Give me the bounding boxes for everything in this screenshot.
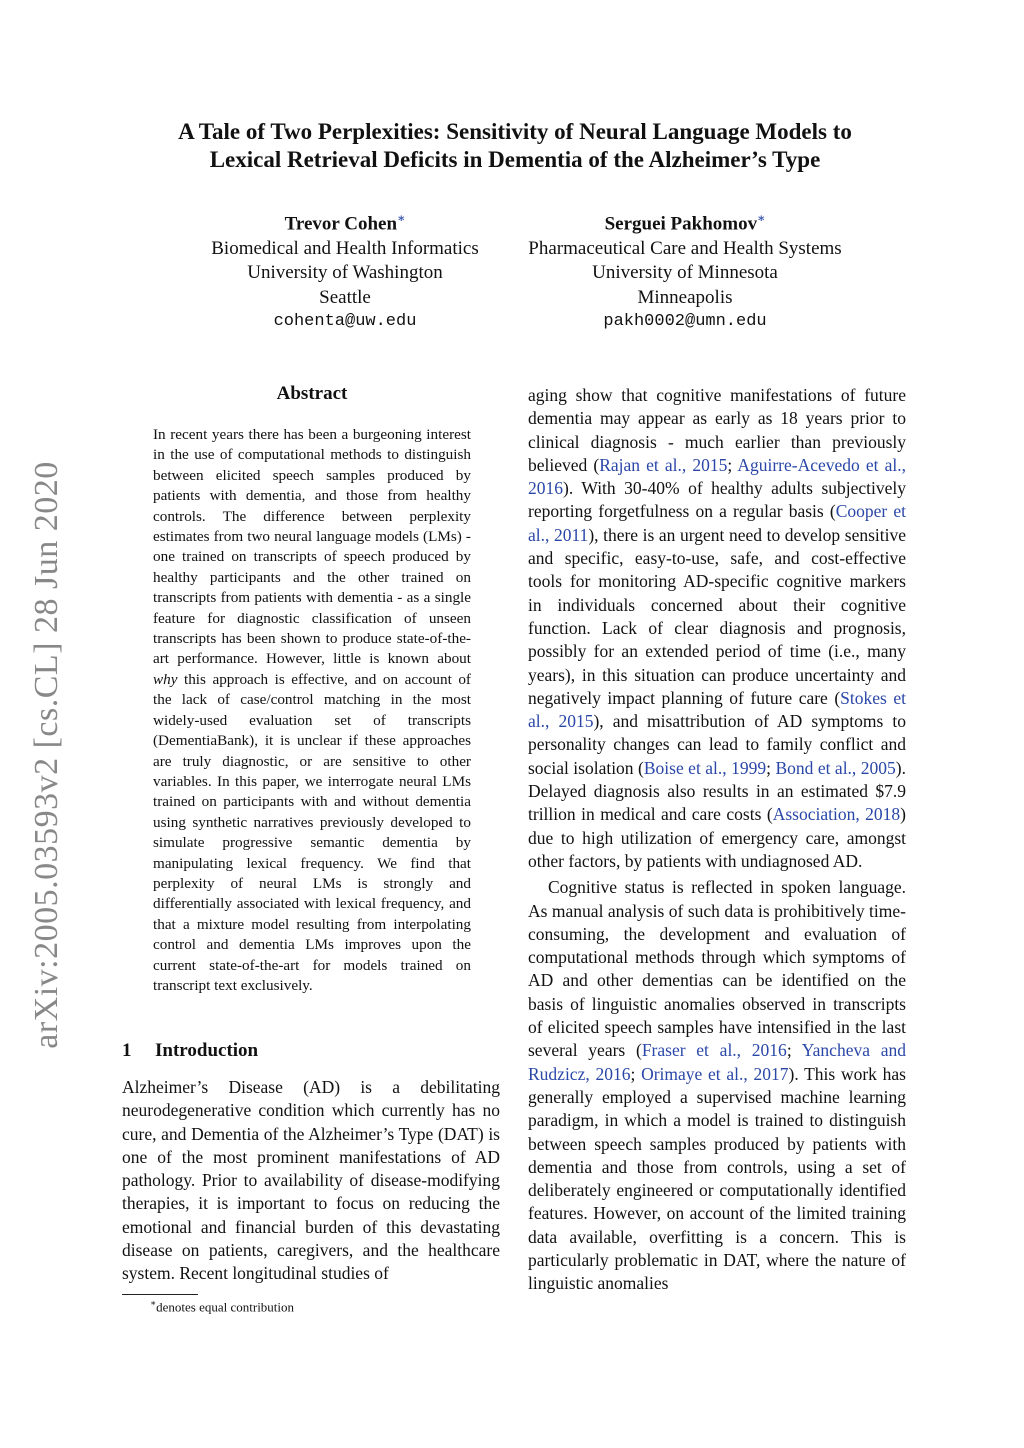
citation-link[interactable]: Association, 2018 [772,804,901,825]
citation-link[interactable]: Orimaye et al., 2017 [641,1063,789,1084]
equal-contribution-mark[interactable]: ∗ [397,211,406,225]
citation-link[interactable]: Stokes et al., 2015 [528,687,906,732]
author-city: Minneapolis [637,286,733,308]
citation-link[interactable]: Fraser et al., 2016 [641,1040,787,1061]
citation-link[interactable]: Cooper et al., 2011 [528,501,906,545]
title-line-1: A Tale of Two Perplexities: Sensitivity of Neural Language Models to [178,119,852,144]
introduction-text: Alzheimer’s Disease (AD) is a debilitating neurodegenerative condition which currently has no cure, and Dementia of the Alzheimer’s Type (DAT) is one of the most prominent manifestations of AD pathology. Prior to availability of disease-modifying therapies, it is important to focus on reducing the emotional and financial burden of this devastating disease on patients, caregivers, and the healthcare system. Recent longitudinal studies of [122,1077,500,1284]
author-city: Seattle [319,286,371,308]
emphasis: why [153,670,178,688]
section-heading: 1 Introduction [122,1040,259,1061]
author-department: Biomedical and Health Informatics [211,237,479,259]
citation-link[interactable]: Boise et al., 1999 [643,757,767,778]
abstract-text: In recent years there has been a burgeoning interest in the use of computational methods to distinguish between elicited speech samples produced by patients with dementia, and those from healthy controls. The difference between perplexity estimates from two neural language models (LMs) - one trained on transcripts of speech produced by healthy participants and the other trained on transcripts from patients with dementia - as a single feature for diagnostic classification of unseen transcripts has been shown to produce state-of-the-art performance. However, little is known about why this approach is effective, and on account of the lack of case/control matching in the most widely-used evaluation set of transcripts (DementiaBank), it is unclear if these approaches are truly diagnostic, or are sensitive to other variables. In this paper, we interrogate neural LMs trained on participants with and without dementia using synthetic narratives previously developed to simulate progressive semantic dementia by manipulating lexical frequency. We find that perplexity of neural LMs is strongly and differentially associated with lexical frequency, and that a mixture model resulting from interpolating control and dementia LMs improves upon the current state-of-the-art for models trained on transcript text exclusively. [153,426,471,994]
abstract-heading: Abstract [276,383,348,404]
paragraph: Cognitive status is reflected in spoken language. As manual analysis of such data is prohibitively time-consuming, the development and evaluation of computational methods through which symptoms of AD and other dementias can be identified on the basis of linguistic anomalies observed in transcripts of elicited speech samples have intensified in the last several years (Fraser et al., 2016; Yancheva and Rudzicz, 2016; Orimaye et al., 2017). This work has generally employed a supervised machine learning paradigm, in which a model is trained to distinguish between speech samples produced by patients with dementia and those from controls, using a set of deliberately engineered or computationally identified features. However, on account of the limited training data available, overfitting is a concern. This is particularly problematic in DAT, where the nature of linguistic anomalies [528,877,907,1294]
paragraph: aging show that cognitive manifestations of future dementia may appear as early as 18 years prior to clinical diagnosis - much earlier than previously believed (Rajan et al., 2015; Aguirre-Acevedo et al., 2016). With 30-40% of healthy adults subjectively reporting forgetfulness on a regular basis (Cooper et al., 2011), there is an urgent need to develop sensitive and specific, easy-to-use, safe, and cost-effective tools for monitoring AD-specific cognitive markers in individuals concerned about their cognitive function. Lack of clear diagnosis and prognosis, possibly for an extended period of time (i.e., many years), in this situation can produce uncertainty and negatively impact planning of future care (Stokes et al., 2015), and misattribution of AD symptoms to personality changes can lead to family conflict and social isolation (Boise et al., 1999; Bond et al., 2005). Delayed diagnosis also results in an estimated $7.9 trillion in medical and care costs (Association, 2018) due to high utilization of emergency care, amongst other factors, by patients with undiagnosed AD. [528,385,907,871]
right-column [528,384,906,1296]
author-email[interactable]: cohenta@uw.edu [273,312,417,332]
footnote: ∗denotes equal contribution [150,1298,295,1315]
author-name: Trevor Cohen∗ [284,211,406,235]
author-email[interactable]: pakh0002@umn.edu [603,312,767,332]
paper-title [120,118,910,174]
author-department: Pharmaceutical Care and Health Systems [528,237,842,259]
author-block-1 [185,206,505,335]
citation-link[interactable]: Yancheva and Rudzicz, 2016 [528,1040,907,1084]
footnote-rule [122,1294,198,1295]
title-line-2: Lexical Retrieval Deficits in Dementia of the Alzheimer’s Type [209,147,821,172]
citation-link[interactable]: Rajan et al., 2015 [599,454,728,475]
equal-contribution-mark[interactable]: ∗ [757,211,766,225]
author-university: University of Minnesota [592,262,778,284]
author-name: Serguei Pakhomov∗ [604,211,766,235]
author-block-2 [505,206,865,335]
citation-link[interactable]: Aguirre-Acevedo et al., 2016 [528,454,907,499]
author-university: University of Washington [247,262,443,284]
arxiv-stamp: arXiv:2005.03593v2 [cs.CL] 28 Jun 2020 [28,461,65,1049]
citation-link[interactable]: Bond et al., 2005 [775,757,896,778]
